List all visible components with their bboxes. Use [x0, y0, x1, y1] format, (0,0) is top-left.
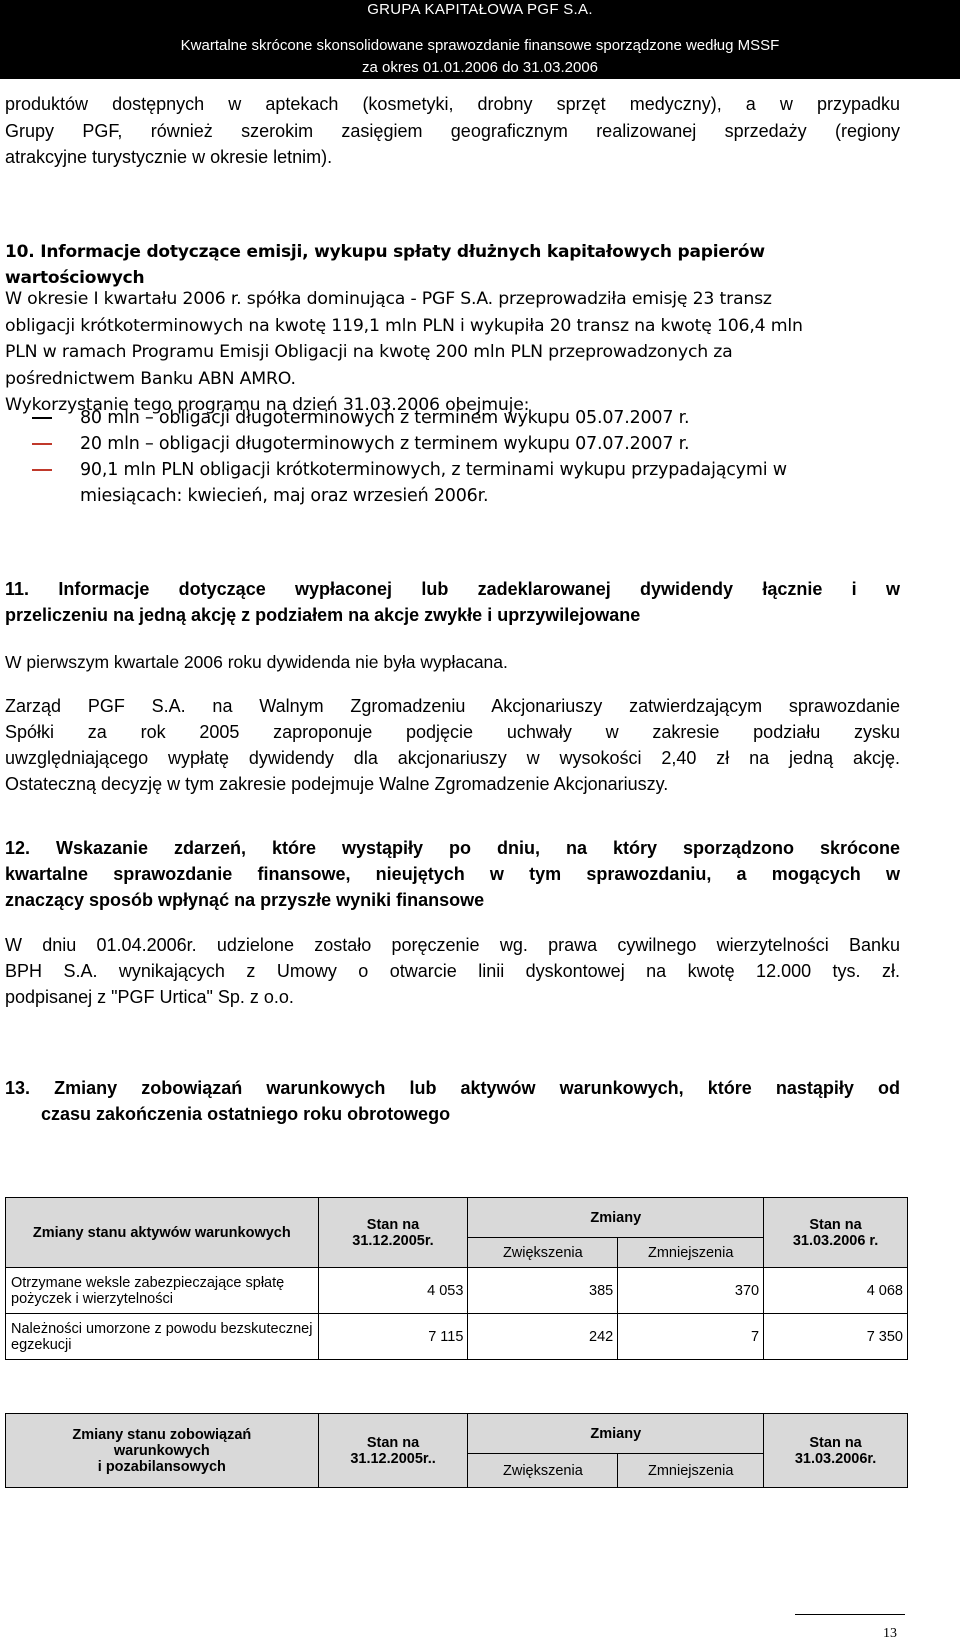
dash-marker — [32, 469, 52, 471]
dash-marker — [32, 443, 52, 445]
s10-line: Wykorzystanie tego programu na dzień 31.03.2006 obejmuje: — [5, 395, 530, 415]
section-10-paragraph — [5, 286, 900, 419]
s10-line: PLN w ramach Programu Emisji Obligacji na kwotę 200 mln PLN przeprowadzonych za — [5, 342, 733, 362]
section-10-heading: 10. Informacje dotyczące emisji, wykupu spłaty dłużnych kapitałowych papierów wartościowych — [5, 242, 765, 288]
contingent-assets-table — [5, 1197, 908, 1360]
header-cell: Zmiany — [468, 1414, 764, 1454]
header-cell: Zmiany stanu aktywów warunkowych — [6, 1198, 319, 1268]
cell-value: 7 350 — [764, 1314, 908, 1360]
bullet-text: 80 mln – obligacji długoterminowych z terminem wykupu 05.07.2007 r. — [80, 408, 690, 428]
company-name: GRUPA KAPITAŁOWA PGF S.A. — [367, 1, 593, 18]
section-12-heading — [5, 835, 900, 913]
header-cell: Zmniejszenia — [618, 1238, 764, 1268]
header-cell: Zmiany — [468, 1198, 764, 1238]
header-cell: Zmniejszenia — [618, 1454, 764, 1488]
intro-line: Grupy PGF, również szerokim zasięgiem geograficznym realizowanej sprzedaży (regiony — [5, 120, 900, 141]
s12-heading-line: kwartalne sprawozdanie finansowe, nieujętych w tym sprawozdaniu, a mogących w — [5, 864, 900, 884]
bullet-item — [80, 457, 900, 509]
header-cell: Zwiększenia — [468, 1454, 618, 1488]
section-13-heading — [5, 1075, 900, 1127]
bullet-text: miesiącach: kwiecień, maj oraz wrzesień 2006r. — [80, 486, 489, 506]
contingent-liabilities-table — [5, 1413, 908, 1488]
report-subtitle: Kwartalne skrócone skonsolidowane sprawozdanie finansowe sporządzone według MSSF — [180, 37, 780, 54]
header-cell: Stan na 31.03.2006r. — [764, 1414, 908, 1488]
bullet-text: 90,1 mln PLN obligacji krótkoterminowych, z terminami wykupu przypadającymi w — [80, 460, 787, 480]
header-cell: Zmiany stanu zobowiązań warunkowych i pozabilansowych — [6, 1414, 319, 1488]
section-11-heading — [5, 576, 900, 628]
s11-heading-line: przeliczeniu na jedną akcję z podziałem na akcje zwykłe i uprzywilejowane — [5, 605, 641, 625]
s10-line: W okresie I kwartału 2006 r. spółka dominująca - PGF S.A. przeprowadziła emisję 23 transz — [5, 289, 772, 309]
s11-line: Spółki za rok 2005 zaproponuje podjęcie uchwały w zakresie podziału zysku — [5, 722, 900, 742]
header-cell: Zwiększenia — [468, 1238, 618, 1268]
cell-value: 7 115 — [318, 1314, 468, 1360]
table-row — [6, 1314, 908, 1360]
bullet-item — [80, 405, 900, 431]
s13-heading-line: 13. Zmiany zobowiązań warunkowych lub aktywów warunkowych, które nastąpiły od — [5, 1078, 900, 1098]
bullet-text: 20 mln – obligacji długoterminowych z terminem wykupu 07.07.2007 r. — [80, 434, 690, 454]
s12-heading-line: 12. Wskazanie zdarzeń, które wystąpiły po dniu, na który sporządzono skrócone — [5, 838, 900, 858]
header-cell: Stan na 31.12.2005r.. — [318, 1414, 468, 1488]
header-cell: Stan na 31.12.2005r. — [318, 1198, 468, 1268]
s10-line: obligacji krótkoterminowych na kwotę 119,1 mln PLN i wykupiła 20 transz na kwotę 106,4 mln — [5, 315, 803, 336]
s11-heading-line: 11. Informacje dotyczące wypłaconej lub zadeklarowanej dywidendy łącznie i w — [5, 579, 900, 599]
section-11-paragraph-2 — [5, 693, 900, 797]
s12-line: BPH S.A. wynikających z Umowy o otwarcie linii dyskontowej na kwotę 12.000 tys. zł. — [5, 961, 900, 981]
cell-value: 370 — [618, 1268, 764, 1314]
page-number: 13 — [883, 1626, 897, 1641]
footer-rule — [795, 1614, 905, 1615]
s11-line: Zarząd PGF S.A. na Walnym Zgromadzeniu Akcjonariuszy zatwierdzającym sprawozdanie — [5, 696, 900, 716]
report-period: za okres 01.01.2006 do 31.03.2006 — [361, 59, 599, 76]
s12-line: W dniu 01.04.2006r. udzielone zostało poręczenie wg. prawa cywilnego wierzytelności Banku — [5, 935, 900, 955]
cell-value: 242 — [468, 1314, 618, 1360]
s12-line: podpisanej z "PGF Urtica" Sp. z o.o. — [5, 987, 294, 1007]
intro-line: atrakcyjne turystycznie w okresie letnim). — [5, 147, 333, 167]
s10-line: pośrednictwem Banku ABN AMRO. — [5, 368, 296, 389]
page-header — [0, 0, 960, 79]
section-12-paragraph — [5, 932, 900, 1010]
header-cell: Stan na 31.03.2006 r. — [764, 1198, 908, 1268]
table-row — [6, 1268, 908, 1314]
row-label: Otrzymane weksle zabezpieczające spłatę pożyczek i wierzytelności — [6, 1268, 319, 1314]
cell-value: 385 — [468, 1268, 618, 1314]
cell-value: 7 — [618, 1314, 764, 1360]
dash-marker — [32, 417, 52, 419]
s12-heading-line: znaczący sposób wpłynąć na przyszłe wyniki finansowe — [5, 890, 485, 910]
s11-line: uwzględniającego wypłatę dywidendy dla akcjonariuszy w wysokości 2,40 zł na jedną akcję. — [5, 748, 900, 768]
cell-value: 4 053 — [318, 1268, 468, 1314]
section-11-paragraph-1: W pierwszym kwartale 2006 roku dywidenda nie była wypłacana. — [5, 652, 508, 672]
intro-paragraph — [5, 91, 900, 171]
row-label: Należności umorzone z powodu bezskutecznej egzekucji — [6, 1314, 319, 1360]
bullet-item — [80, 431, 900, 457]
s13-heading-line: czasu zakończenia ostatniego roku obrotowego — [41, 1104, 451, 1124]
intro-line: produktów dostępnych w aptekach (kosmetyki, drobny sprzęt medyczny), a w przypadku — [5, 94, 900, 114]
s11-line: Ostateczną decyzję w tym zakresie podejmuje Walne Zgromadzenie Akcjonariuszy. — [5, 774, 669, 794]
cell-value: 4 068 — [764, 1268, 908, 1314]
